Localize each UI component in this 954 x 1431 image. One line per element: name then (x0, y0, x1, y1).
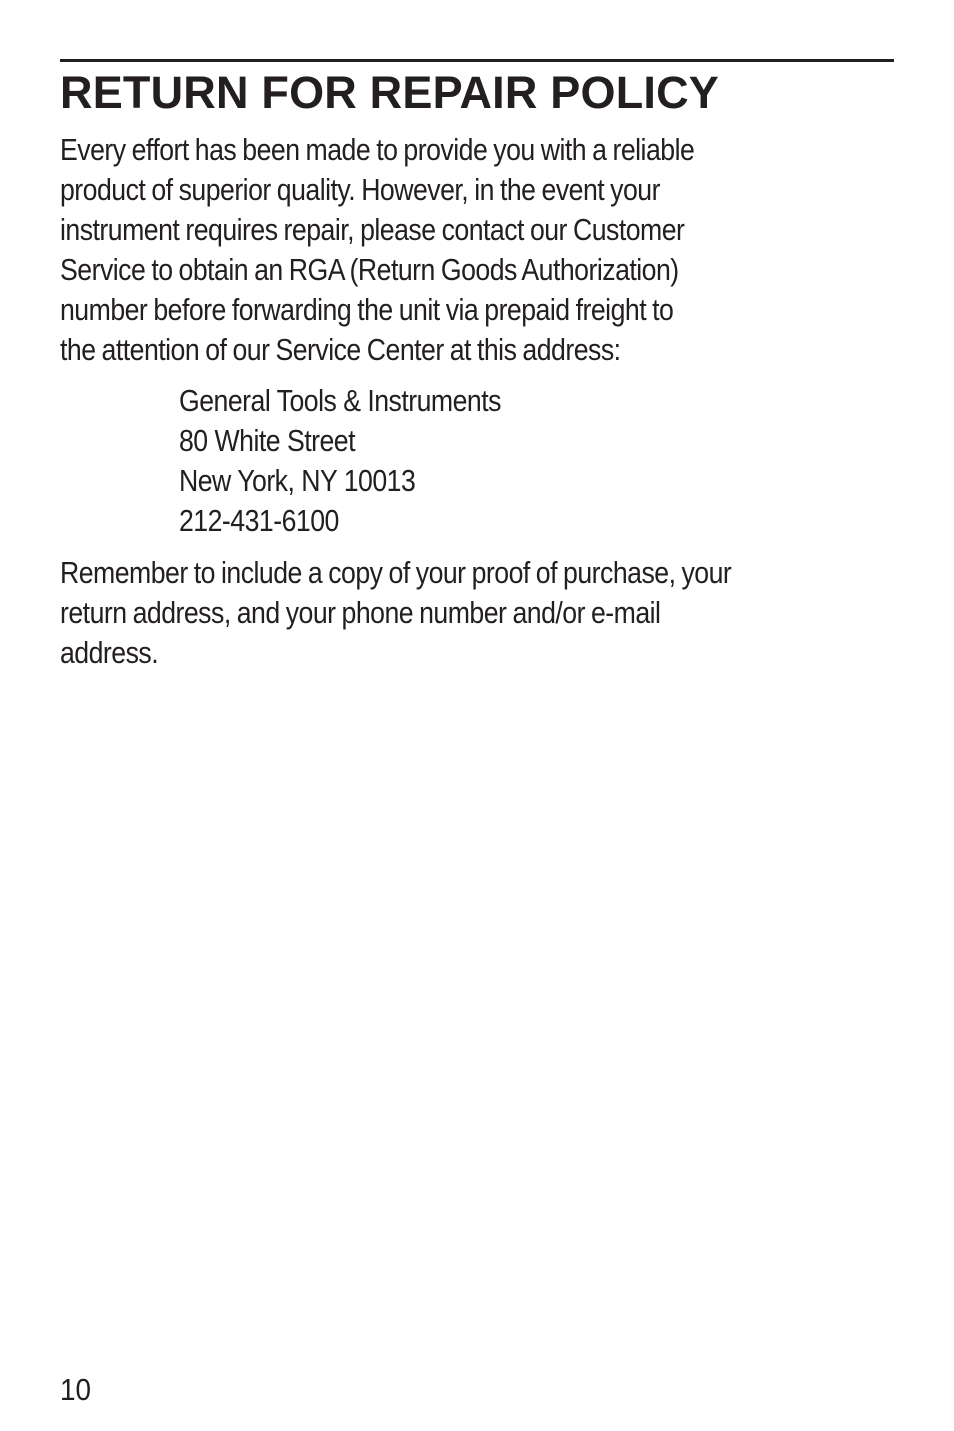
intro-line: the attention of our Service Center at this address: (60, 332, 621, 367)
intro-line: number before forwarding the unit via prepaid freight to (60, 292, 674, 327)
reminder-paragraph (60, 553, 841, 673)
address-street: 80 White Street (179, 423, 356, 458)
intro-line: Service to obtain an RGA (Return Goods Authorization) (60, 252, 679, 287)
address-city: New York, NY 10013 (179, 463, 416, 498)
reminder-line: Remember to include a copy of your proof of purchase, your (60, 555, 732, 590)
reminder-line: address. (60, 635, 159, 670)
address-company: General Tools & Instruments (179, 383, 501, 418)
page-number: 10 (60, 1372, 92, 1407)
intro-line: product of superior quality. However, in the event your (60, 172, 660, 207)
intro-line: instrument requires repair, please contact our Customer (60, 212, 685, 247)
service-center-address (179, 381, 553, 541)
address-phone: 212-431-6100 (179, 503, 339, 538)
top-rule (60, 59, 894, 62)
intro-line: Every effort has been made to provide you with a reliable (60, 132, 695, 167)
intro-paragraph (60, 130, 798, 370)
page-title: RETURN FOR REPAIR POLICY (60, 67, 719, 118)
reminder-line: return address, and your phone number and/or e-mail (60, 595, 661, 630)
